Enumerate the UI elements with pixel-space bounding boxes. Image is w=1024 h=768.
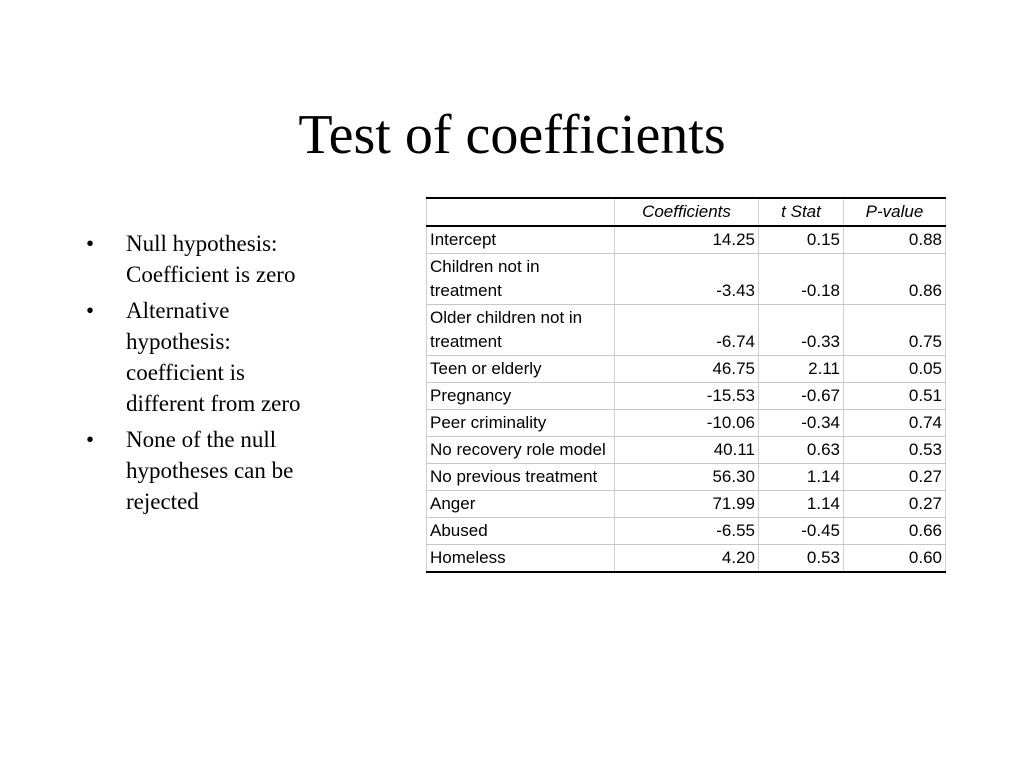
bullet-icon: •: [86, 231, 95, 256]
p-value-value: 0.27: [844, 491, 946, 518]
bullet-icon: •: [86, 427, 95, 452]
p-value-value: 0.74: [844, 410, 946, 437]
header-label: [427, 198, 615, 226]
slide-title: Test of coefficients: [298, 104, 726, 166]
table-row: [427, 410, 946, 437]
bullet-item: [86, 424, 326, 517]
coefficient-value: -15.53: [615, 383, 759, 410]
bullet-icon: •: [86, 298, 95, 323]
bullet-text: Null hypothesis: Coefficient is zero: [126, 231, 296, 287]
coefficient-value: 56.30: [615, 464, 759, 491]
bullet-text: None of the null hypotheses can be rejected: [126, 427, 294, 514]
t-stat-value: -0.67: [759, 383, 844, 410]
coefficient-value: 71.99: [615, 491, 759, 518]
row-label: Pregnancy: [427, 383, 615, 410]
header-coefficients: Coefficients: [615, 198, 759, 226]
table-body: [427, 226, 946, 572]
coefficient-value: 14.25: [615, 226, 759, 254]
t-stat-value: -0.18: [759, 254, 844, 305]
coefficient-value: 4.20: [615, 545, 759, 573]
row-label: Anger: [427, 491, 615, 518]
coefficient-value: -3.43: [615, 254, 759, 305]
row-label: Peer criminality: [427, 410, 615, 437]
coefficient-value: -6.74: [615, 305, 759, 356]
table-row: [427, 226, 946, 254]
table-row: [427, 437, 946, 464]
header-t-stat: t Stat: [759, 198, 844, 226]
p-value-value: 0.86: [844, 254, 946, 305]
bullet-item: [86, 295, 326, 419]
p-value-value: 0.88: [844, 226, 946, 254]
row-label: No previous treatment: [427, 464, 615, 491]
p-value-value: 0.66: [844, 518, 946, 545]
p-value-value: 0.75: [844, 305, 946, 356]
table-row: [427, 491, 946, 518]
t-stat-value: 0.53: [759, 545, 844, 573]
table-row: [427, 518, 946, 545]
p-value-value: 0.51: [844, 383, 946, 410]
p-value-value: 0.05: [844, 356, 946, 383]
bullet-text: Alternative hypothesis: coefficient is different from zero: [126, 298, 301, 416]
t-stat-value: 1.14: [759, 464, 844, 491]
coefficient-value: -10.06: [615, 410, 759, 437]
t-stat-value: 2.11: [759, 356, 844, 383]
t-stat-value: 1.14: [759, 491, 844, 518]
row-label: Children not in treatment: [427, 254, 615, 305]
t-stat-value: -0.45: [759, 518, 844, 545]
t-stat-value: -0.33: [759, 305, 844, 356]
row-label: Homeless: [427, 545, 615, 573]
header-p-value: P-value: [844, 198, 946, 226]
row-label: Abused: [427, 518, 615, 545]
t-stat-value: -0.34: [759, 410, 844, 437]
p-value-value: 0.60: [844, 545, 946, 573]
table-row: [427, 383, 946, 410]
row-label: No recovery role model: [427, 437, 615, 464]
row-label: Older children not in treatment: [427, 305, 615, 356]
table-row: [427, 464, 946, 491]
row-label: Teen or elderly: [427, 356, 615, 383]
table-header-row: [427, 198, 946, 226]
table-row: [427, 254, 946, 305]
row-label: Intercept: [427, 226, 615, 254]
coefficient-value: 46.75: [615, 356, 759, 383]
t-stat-value: 0.63: [759, 437, 844, 464]
bullet-item: [86, 228, 326, 290]
p-value-value: 0.27: [844, 464, 946, 491]
coefficient-value: 40.11: [615, 437, 759, 464]
table-row: [427, 545, 946, 573]
t-stat-value: 0.15: [759, 226, 844, 254]
p-value-value: 0.53: [844, 437, 946, 464]
bullet-list: [86, 228, 326, 522]
coefficient-value: -6.55: [615, 518, 759, 545]
table-row: [427, 305, 946, 356]
table-row: [427, 356, 946, 383]
coefficients-table: [426, 197, 946, 573]
